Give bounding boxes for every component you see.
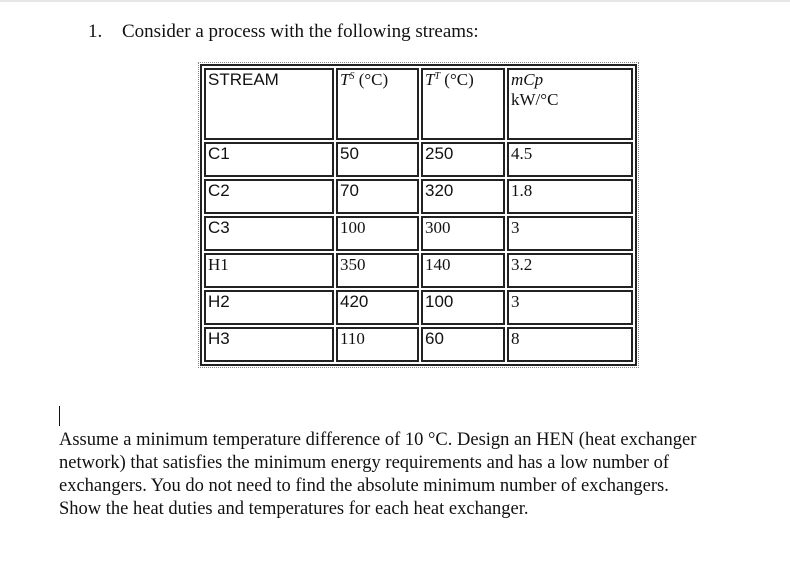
cell-mcp: 1.8 <box>507 179 633 214</box>
cell-mcp: 4.5 <box>507 142 633 177</box>
cell-ts: 420 <box>336 290 419 325</box>
table-row <box>204 327 633 362</box>
cell-mcp: 3 <box>507 216 633 251</box>
question-heading <box>88 20 479 44</box>
paragraph-line: network) that satisfies the minimum energy requirements and has a low number of <box>59 453 670 473</box>
cell-ts: 100 <box>336 216 419 251</box>
table-row <box>204 253 633 288</box>
header-supply-temperature: $T^S$ (°C) <box>336 68 419 140</box>
cell-ts: 110 <box>336 327 419 362</box>
cell-ts: 70 <box>336 179 419 214</box>
cell-tt: 140 <box>421 253 505 288</box>
header-stream: STREAM <box>204 68 334 140</box>
page-top-border <box>0 0 790 2</box>
cell-mcp: 3 <box>507 290 633 325</box>
cell-tt: 300 <box>421 216 505 251</box>
streams-table <box>200 64 637 366</box>
table-row <box>204 216 633 251</box>
cell-stream: H3 <box>204 327 334 362</box>
table-row <box>204 142 633 177</box>
question-number: 1. <box>88 21 103 42</box>
header-heat-capacity-flow: mCp kW/°C <box>507 68 633 140</box>
cell-tt: 320 <box>421 179 505 214</box>
cell-mcp: 3.2 <box>507 253 633 288</box>
header-target-temperature: $T^T$ (°C) <box>421 68 505 140</box>
table-row <box>204 290 633 325</box>
cell-ts: 50 <box>336 142 419 177</box>
question-text: Consider a process with the following streams: <box>122 21 479 42</box>
cell-tt: 100 <box>421 290 505 325</box>
cell-stream: H2 <box>204 290 334 325</box>
paragraph-line: exchangers. You do not need to find the absolute minimum number of exchangers. <box>59 476 669 496</box>
text-cursor <box>59 406 60 426</box>
cell-ts: 350 <box>336 253 419 288</box>
cell-stream: H1 <box>204 253 334 288</box>
instructions-paragraph <box>59 429 779 521</box>
table-row <box>204 179 633 214</box>
paragraph-line: Show the heat duties and temperatures for each heat exchanger. <box>59 499 529 519</box>
table-header-row <box>204 68 633 140</box>
cell-tt: 60 <box>421 327 505 362</box>
cell-stream: C3 <box>204 216 334 251</box>
cell-mcp: 8 <box>507 327 633 362</box>
cell-stream: C2 <box>204 179 334 214</box>
cell-tt: 250 <box>421 142 505 177</box>
paragraph-line: Assume a minimum temperature difference of 10 °C. Design an HEN (heat exchanger <box>59 430 697 450</box>
cell-stream: C1 <box>204 142 334 177</box>
